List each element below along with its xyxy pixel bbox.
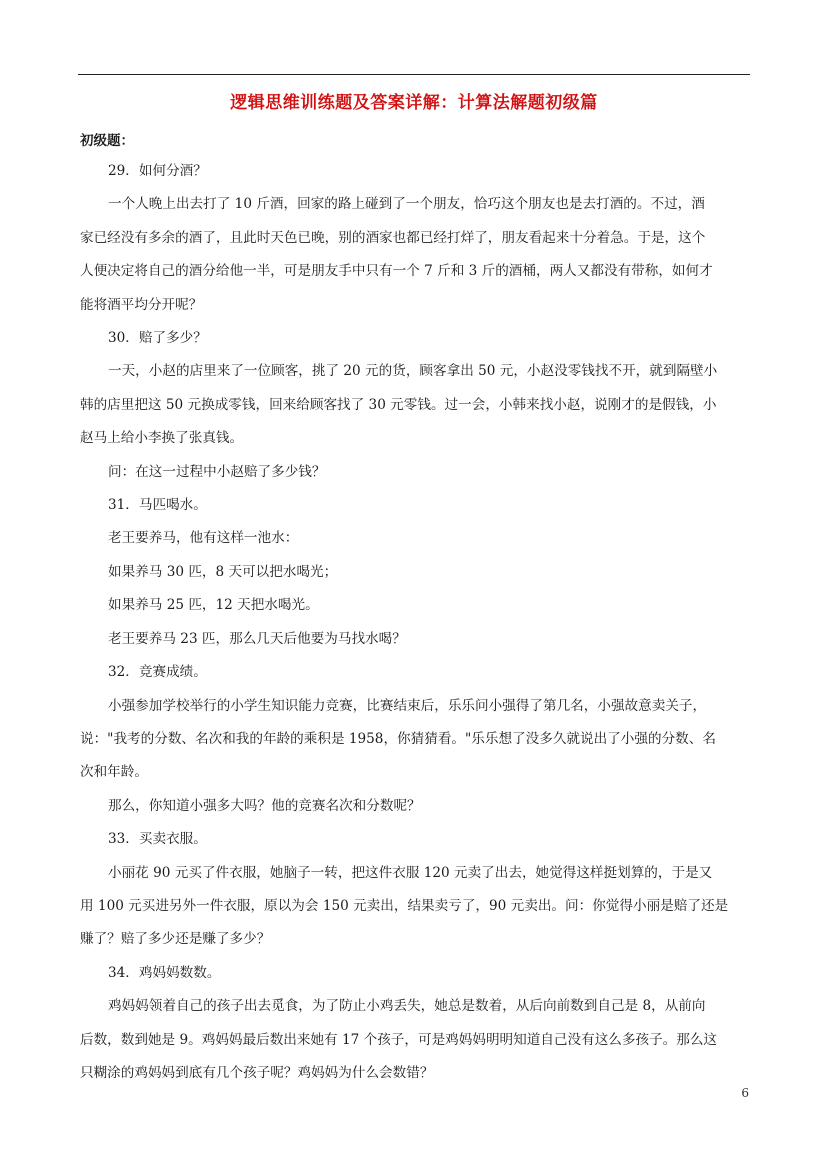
paragraph-line: 小丽花 90 元买了件衣服，她脑子一转，把这件衣服 120 元卖了出去，她觉得这样挺划算的，于是又: [108, 864, 713, 881]
problem-line: 老王要养马，他有这样一池水：: [108, 530, 299, 547]
paragraph-line: 赚了？赔了多少还是赚了多少？: [80, 931, 271, 948]
level-label: 初级题：: [80, 133, 134, 149]
paragraph-line: 韩的店里把这 50 元换成零钱，回来给顾客找了 30 元零钱。过一会，小韩来找小赵，说刚才的是假钱，小: [80, 396, 717, 413]
paragraph-line: 赵马上给小李换了张真钱。: [80, 430, 244, 447]
problem-paragraph: [80, 690, 748, 790]
problem-heading: 32．竞赛成绩。: [108, 664, 207, 681]
problem-heading: 30．赔了多少？: [108, 330, 207, 347]
paragraph-line: 一天，小赵的店里来了一位顾客，挑了 20 元的货，顾客拿出 50 元，小赵没零钱找不开，就到隔壁小: [108, 363, 718, 380]
paragraph-line: 说："我考的分数、名次和我的年龄的乘积是 1958，你猜猜看。"乐乐想了没多久就说出了小强的分数、名: [80, 730, 716, 747]
paragraph-line: 小强参加学校举行的小学生知识能力竞赛，比赛结束后，乐乐问小强得了第几名，小强故意卖关子，: [108, 697, 707, 714]
problem-34: [80, 957, 748, 1091]
header-rule: [78, 74, 750, 75]
paragraph-line: 能将酒平均分开呢？: [80, 296, 203, 313]
problem-31: [80, 489, 748, 656]
problem-paragraph: [80, 857, 748, 957]
paragraph-line: 只糊涂的鸡妈妈到底有几个孩子呢？鸡妈妈为什么会数错？: [80, 1064, 434, 1081]
paragraph-line: 鸡妈妈领着自己的孩子出去觅食，为了防止小鸡丢失，她总是数着，从后向前数到自己是 8，从前向: [108, 998, 706, 1015]
problem-heading: 34．鸡妈妈数数。: [108, 964, 221, 981]
page-number: 6: [741, 1086, 749, 1100]
problem-question: 那么，你知道小强多大吗？他的竞赛名次和分数呢？: [108, 797, 421, 814]
problem-32: [80, 656, 748, 823]
problem-heading: 29．如何分酒？: [108, 163, 207, 179]
problem-paragraph: [80, 188, 748, 322]
paragraph-line: 次和年龄。: [80, 764, 148, 781]
problem-heading: 33．买卖衣服。: [108, 831, 207, 848]
problem-line: 如果养马 25 匹，12 天把水喝光。: [108, 597, 319, 614]
paragraph-line: 一个人晚上出去打了 10 斤酒，回家的路上碰到了一个朋友，恰巧这个朋友也是去打酒的。不过，酒: [108, 196, 705, 213]
problem-29: [80, 155, 748, 322]
paragraph-line: 后数，数到她是 9。鸡妈妈最后数出来她有 17 个孩子，可是鸡妈妈明明知道自己没有这么多孩子。那么这: [80, 1031, 718, 1048]
problem-paragraph: [80, 990, 748, 1090]
problem-line: 如果养马 30 匹，8 天可以把水喝光；: [108, 563, 338, 580]
document-title: 逻辑思维训练题及答案详解：计算法解题初级篇: [230, 93, 598, 113]
paragraph-line: 家已经没有多余的酒了，且此时天色已晚，别的酒家也都已经打烊了，朋友看起来十分着急。于是，这个: [80, 229, 706, 246]
document-body: [80, 155, 748, 1090]
problem-30: [80, 322, 748, 489]
problem-heading: 31．马匹喝水。: [108, 497, 207, 514]
problem-paragraph: [80, 355, 748, 455]
problem-line: 老王要养马 23 匹，那么几天后他要为马找水喝？: [108, 630, 406, 647]
problem-33: [80, 823, 748, 957]
paragraph-line: 人便决定将自己的酒分给他一半，可是朋友手中只有一个 7 斤和 3 斤的酒桶，两人又都没有带称，如何才: [80, 263, 713, 280]
paragraph-line: 用 100 元买进另外一件衣服，原以为会 150 元卖出，结果卖亏了，90 元卖出。问：你觉得小丽是赔了还是: [80, 897, 729, 914]
problem-question: 问：在这一过程中小赵赔了多少钱？: [108, 463, 326, 480]
